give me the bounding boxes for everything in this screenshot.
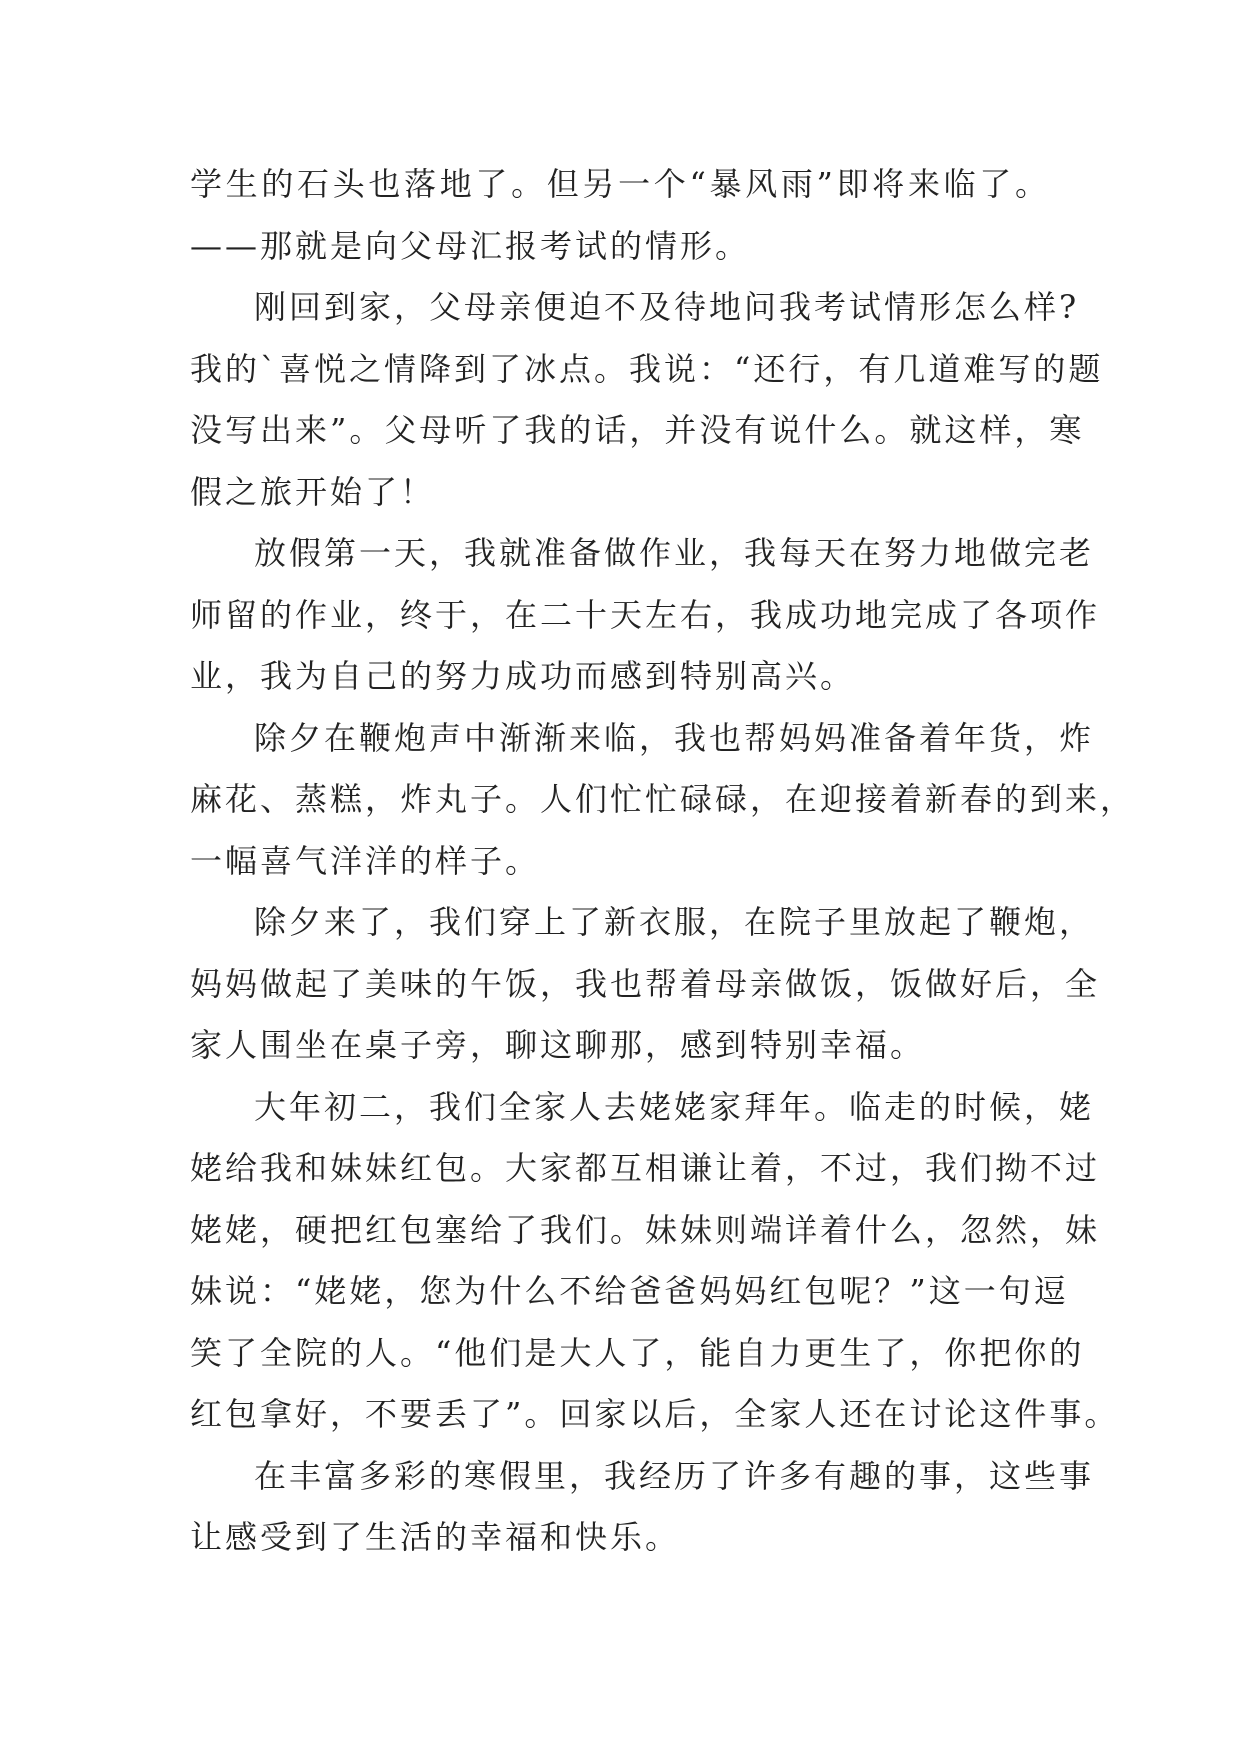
paragraph-start-line: 在丰富多彩的寒假里，我经历了许多有趣的事，这些事 bbox=[254, 1456, 1095, 1495]
text-line: 家人围坐在桌子旁，聊这聊那，感到特别幸福。 bbox=[190, 1026, 926, 1064]
text-line: 没写出来”。父母听了我的话，并没有说什么。就这样，寒 bbox=[190, 411, 1085, 449]
text-line: 一幅喜气洋洋的样子。 bbox=[190, 841, 541, 880]
paragraph-start-line: 除夕在鞭炮声中渐渐来临，我也帮妈妈准备着年货，炸 bbox=[254, 718, 1095, 757]
essay-body bbox=[190, 154, 1136, 1569]
text-line: 姥给我和妹妹红包。大家都互相谦让着，不过，我们拗不过 bbox=[190, 1149, 1101, 1187]
text-line: 业，我为自己的努力成功而感到特别高兴。 bbox=[190, 657, 856, 695]
text-line: 麻花、蒸糕，炸丸子。人们忙忙碌碌，在迎接着新春的到来， bbox=[190, 780, 1136, 818]
text-line: 红包拿好，不要丢了”。回家以后，全家人还在讨论这件事。 bbox=[190, 1395, 1120, 1433]
text-line: 妹说：“姥姥，您为什么不给爸爸妈妈红包呢？”这一句逗 bbox=[190, 1272, 1069, 1310]
paragraph-start-line: 除夕来了，我们穿上了新衣服，在院子里放起了鞭炮， bbox=[254, 903, 1095, 941]
text-line: 姥姥，硬把红包塞给了我们。妹妹则端详着什么，忽然，妹 bbox=[190, 1210, 1101, 1249]
text-line: 学生的石头也落地了。但另一个“暴风雨”即将来临了。 bbox=[190, 165, 1050, 203]
paragraph-start-line: 大年初二，我们全家人去姥姥家拜年。临走的时候，姥 bbox=[254, 1087, 1095, 1126]
text-line: 笑了全院的人。“他们是大人了，能自力更生了，你把你的 bbox=[190, 1333, 1085, 1372]
text-line: 妈妈做起了美味的午饭，我也帮着母亲做饭，饭做好后，全 bbox=[190, 964, 1101, 1003]
paragraph-start-line: 放假第一天，我就准备做作业，我每天在努力地做完老 bbox=[254, 534, 1095, 572]
text-line: 我的`喜悦之情降到了冰点。我说：“还行，有几道难写的题 bbox=[190, 349, 1104, 388]
text-line: 假之旅开始了！ bbox=[190, 472, 436, 511]
paragraph-start-line: 刚回到家，父母亲便迫不及待地问我考试情形怎么样? bbox=[254, 288, 1080, 326]
text-line: 让感受到了生活的幸福和快乐。 bbox=[190, 1518, 681, 1556]
text-line: ——那就是向父母汇报考试的情形。 bbox=[190, 226, 751, 265]
text-line: 师留的作业，终于，在二十天左右，我成功地完成了各项作 bbox=[190, 595, 1101, 634]
